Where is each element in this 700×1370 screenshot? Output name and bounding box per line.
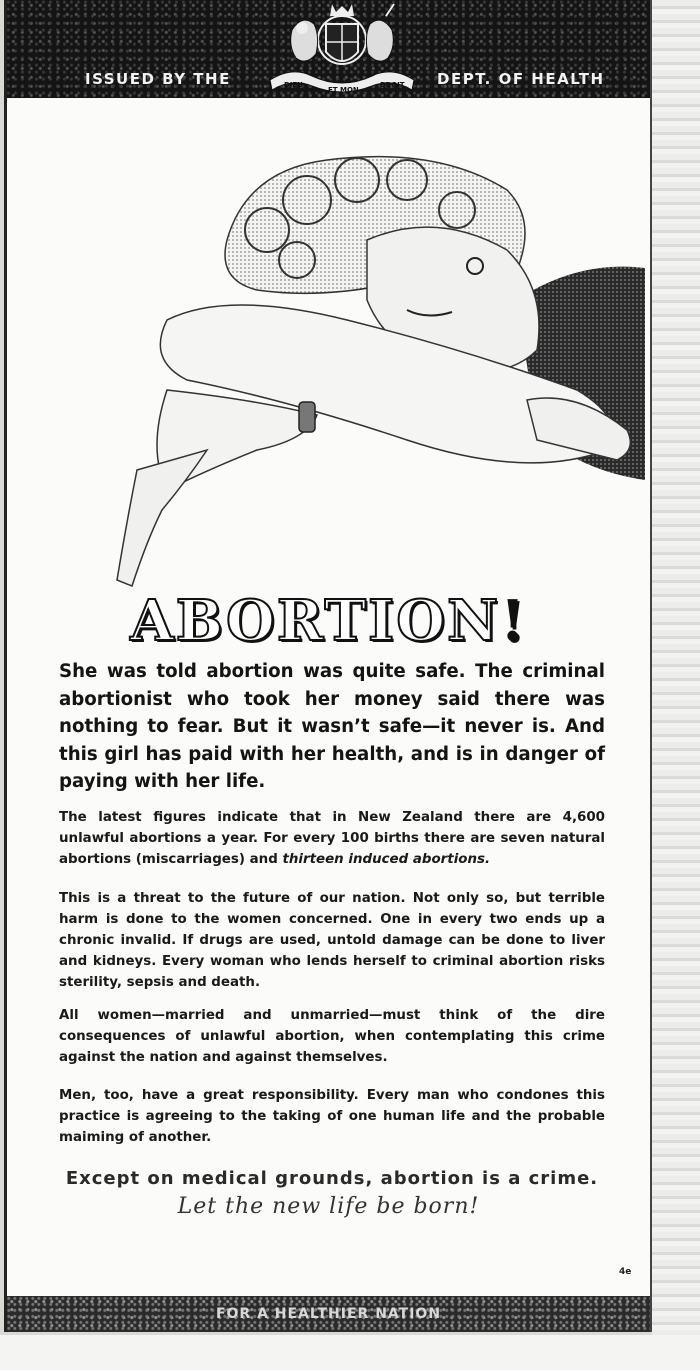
woman-illustration xyxy=(107,150,647,600)
body-paragraph xyxy=(59,807,605,870)
body-paragraph: All women—married and unmarried—must think of the dire consequences of unlawful abortion, when contemplating this crime against the nation and against themselves. xyxy=(59,1008,605,1065)
body-paragraph: Men, too, have a great responsibility. Every man who condones this practice is agreeing to the taking of one human life and the probable maiming of another. xyxy=(59,1088,605,1145)
slogan: Let the new life be born! xyxy=(177,1194,480,1219)
paragraph-italic-text: thirteen induced abortions. xyxy=(282,852,491,867)
lead-paragraph: She was told abortion was quite safe. The criminal abortionist who took her money said there was nothing to fear. But it wasn’t safe—it never is. And this girl has paid with her health, and is in danger of paying with her life. xyxy=(59,661,605,792)
motto-word: ET MON xyxy=(328,86,359,94)
closing-statement: Except on medical grounds, abortion is a crime. xyxy=(65,1168,599,1189)
paragraph-text: The latest figures indicate that in New Zealand there are 4,600 unlawful abortions a year. For every 100 births there are seven natural abortions (miscarriages) and xyxy=(59,810,605,867)
ad-code: 4e xyxy=(619,1267,632,1277)
advertisement xyxy=(4,0,652,1332)
headline xyxy=(7,588,650,654)
header-left-text: ISSUED BY THE xyxy=(85,70,231,88)
scan-margin-bottom xyxy=(0,1335,700,1370)
header-right-text: DEPT. OF HEALTH xyxy=(437,70,605,88)
motto-word: DROIT xyxy=(380,81,405,89)
body-paragraph: This is a threat to the future of our nation. Not only so, but terrible harm is done to the women concerned. One in every two ends up a chronic invalid. If drugs are used, untold damage can be done to liver and kidneys. Every woman who lends herself to criminal abortion risks sterility, sepsis and death. xyxy=(59,891,605,990)
headline-text: ABORTION xyxy=(130,588,501,654)
headline-exclamation: ! xyxy=(500,588,527,654)
motto-word: DIEU xyxy=(284,81,303,89)
footer-bar xyxy=(7,1296,650,1332)
header-bar xyxy=(7,0,650,98)
footer-text: FOR A HEALTHIER NATION xyxy=(215,1306,442,1322)
scan-margin-right xyxy=(652,0,700,1370)
crest-motto xyxy=(262,0,422,98)
